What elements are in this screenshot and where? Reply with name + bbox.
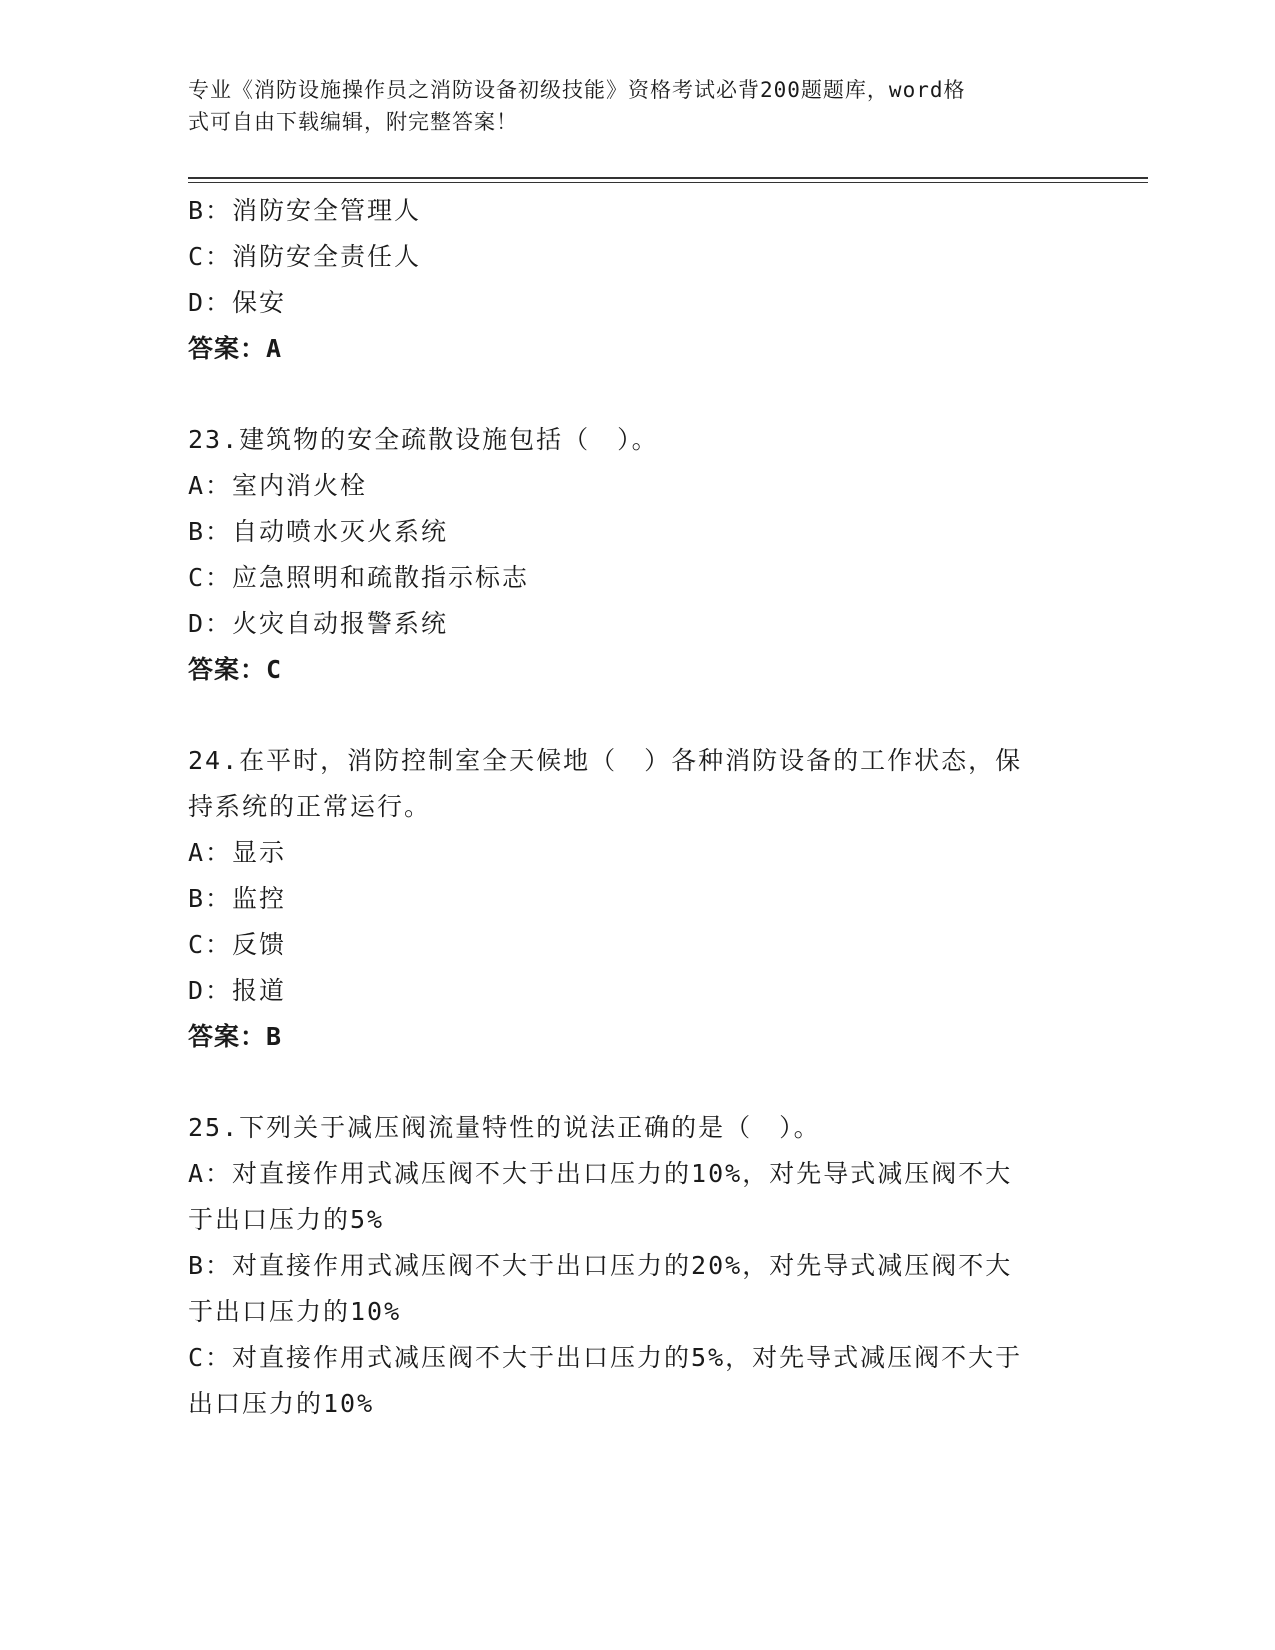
- answer: 答案：B: [188, 1022, 283, 1051]
- question-22-continued: [188, 188, 1088, 372]
- option-a: A：室内消火栓: [188, 471, 368, 500]
- option-d: D：保安: [188, 288, 287, 317]
- header-divider-thin: [188, 182, 1148, 183]
- spacer: [188, 372, 1088, 417]
- question-25: [188, 1105, 1088, 1427]
- option-c: C：消防安全责任人: [188, 242, 422, 271]
- option-c-line-1: C：对直接作用式减压阀不大于出口压力的5%，对先导式减压阀不大于: [188, 1343, 1023, 1372]
- option-b: B：自动喷水灭火系统: [188, 517, 449, 546]
- option-d: D：火灾自动报警系统: [188, 609, 449, 638]
- option-b: B：监控: [188, 884, 287, 913]
- option-b: B：消防安全管理人: [188, 196, 422, 225]
- question-stem: 25.下列关于减压阀流量特性的说法正确的是（ ）。: [188, 1113, 821, 1142]
- document-header: [188, 74, 1088, 138]
- header-divider-thick: [188, 177, 1148, 179]
- spacer: [188, 1060, 1088, 1105]
- option-c: C：反馈: [188, 930, 287, 959]
- option-a-line-2: 于出口压力的5%: [188, 1205, 385, 1234]
- question-stem-line-1: 24.在平时，消防控制室全天候地（ ）各种消防设备的工作状态，保: [188, 746, 1023, 775]
- question-24: [188, 738, 1088, 1060]
- header-line-1: 专业《消防设施操作员之消防设备初级技能》资格考试必背200题题库，word格: [188, 78, 966, 102]
- header-line-2: 式可自由下载编辑，附完整答案！: [188, 110, 518, 134]
- question-stem-line-2: 持系统的正常运行。: [188, 792, 432, 821]
- option-a: A：显示: [188, 838, 287, 867]
- spacer: [188, 693, 1088, 738]
- answer: 答案：A: [188, 334, 283, 363]
- option-b-line-1: B：对直接作用式减压阀不大于出口压力的20%，对先导式减压阀不大: [188, 1251, 1013, 1280]
- question-23: [188, 417, 1088, 693]
- option-b-line-2: 于出口压力的10%: [188, 1297, 402, 1326]
- answer: 答案：C: [188, 655, 283, 684]
- question-list: [188, 188, 1088, 1427]
- option-a-line-1: A：对直接作用式减压阀不大于出口压力的10%，对先导式减压阀不大: [188, 1159, 1013, 1188]
- option-d: D：报道: [188, 976, 287, 1005]
- option-c-line-2: 出口压力的10%: [188, 1389, 375, 1418]
- question-stem: 23.建筑物的安全疏散设施包括（ ）。: [188, 425, 659, 454]
- option-c: C：应急照明和疏散指示标志: [188, 563, 530, 592]
